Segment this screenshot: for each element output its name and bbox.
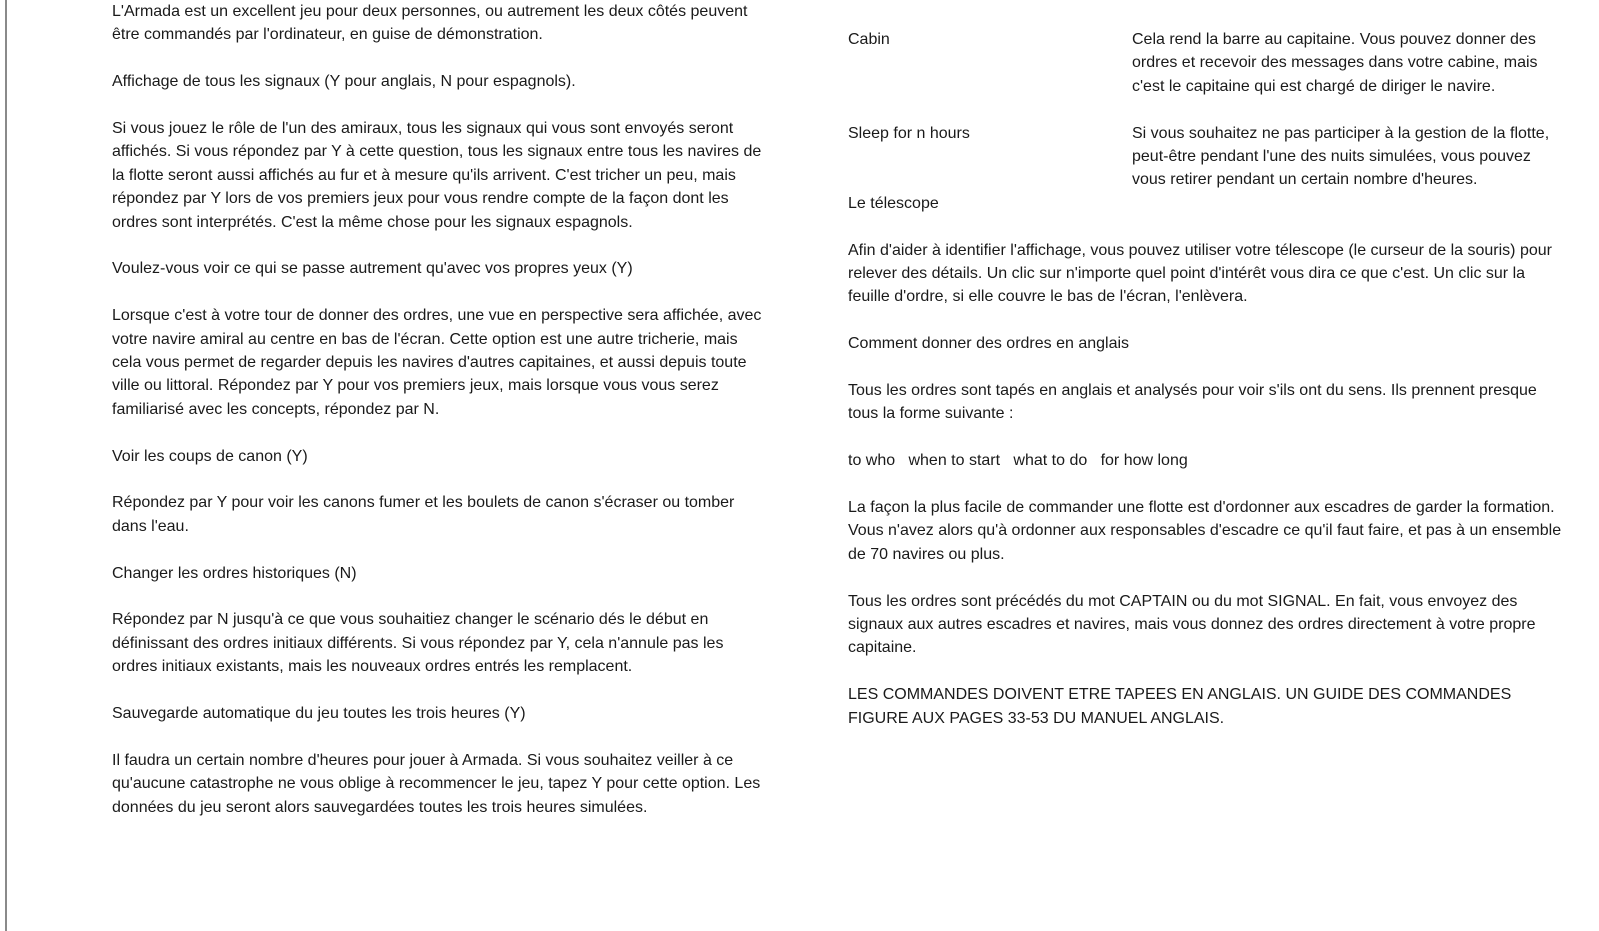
- autosave-heading: Sauvegarde automatique du jeu toutes les trois heures (Y): [112, 705, 526, 723]
- autosave-paragraph: Il faudra un certain nombre d'heures pour jouer à Armada. Si vous souhaitez veiller à ce qu'aucune catastrophe ne vous oblige à recommencer le jeu, tapez Y pour cette option. Les données du jeu seront alors sauvegardées toutes les trois heures simulées.: [112, 751, 761, 816]
- fleet-paragraph: La façon la plus facile de commander une flotte est d'ordonner aux escadres de garder la formation. Vous n'avez alors qu'à ordonner aux responsables d'escadre ce qu'il faut faire, et pas à un ensemble de 70 navires ou plus.: [848, 499, 1562, 563]
- order-form-line: to who when to start what to do for how long: [848, 452, 1188, 470]
- page-margin-line: [5, 0, 7, 931]
- view-heading: Voulez-vous voir ce qui se passe autrement qu'avec vos propres yeux (Y): [112, 260, 633, 278]
- orders-paragraph: Répondez par N jusqu'à ce que vous souhaitiez changer le scénario dés le début en définissant des ordres initiaux différents. Si vous répondez par Y, cela n'annule pas les ordres initiaux existants, mais les nouveaux ordres entrés les remplacent.: [112, 611, 724, 676]
- definition-description: Cela rend la barre au capitaine. Vous pouvez donner des ordres et recevoir des messages dans votre cabine, mais c'est le capitaine qui est chargé de diriger le navire.: [1132, 31, 1538, 95]
- telescope-paragraph: Afin d'aider à identifier l'affichage, vous pouvez utiliser votre télescope (le curseur de la souris) pour relever des détails. Un clic sur n'importe quel point d'intérêt vous dira ce que c'est. Un clic sur la feuille d'ordre, si elle couvre le bas de l'écran, l'enlèvera.: [848, 241, 1552, 306]
- definition-term: Sleep for n hours: [848, 124, 970, 142]
- definition-term: Cabin: [848, 31, 890, 48]
- view-paragraph: Lorsque c'est à votre tour de donner des ordres, une vue en perspective sera affichée, avec votre navire amiral au centre en bas de l'écran. Cette option est une autre tricherie, mais cela vous permet de regarder depuis les navires d'autres capitaines, et aussi depuis toute ville ou littoral. Répondez par Y pour vos premiers jeux, mais lorsque vous vous serez familiarisé avec les concepts, répondez par N.: [112, 307, 762, 418]
- right-column: [848, 28, 1568, 730]
- definition-row-cabin: [848, 28, 1568, 98]
- orders-heading: Changer les ordres historiques (N): [112, 564, 357, 582]
- left-column: [112, 0, 762, 819]
- commands-note: LES COMMANDES DOIVENT ETRE TAPEES EN ANGLAIS. UN GUIDE DES COMMANDES FIGURE AUX PAGES 33-53 DU MANUEL ANGLAIS.: [848, 686, 1512, 727]
- telescope-heading: Le télescope: [848, 194, 939, 212]
- english-orders-heading: Comment donner des ordres en anglais: [848, 335, 1130, 353]
- signals-heading: Affichage de tous les signaux (Y pour anglais, N pour espagnols).: [112, 73, 576, 91]
- definition-row-sleep: [848, 122, 1568, 192]
- signals-paragraph: Si vous jouez le rôle de l'un des amiraux, tous les signaux qui vous sont envoyés seront affichés. Si vous répondez par Y à cette question, tous les signaux entre tous les navires de la flotte seront aussi affichés au fur et à mesure qu'ils arrivent. C'est tricher un peu, mais répondez par Y lors de vos premiers jeux pour vous rendre compte de la façon dont les ordres sont interprétés. C'est la même chose pour les signaux espagnols.: [112, 120, 762, 231]
- definition-description: Si vous souhaitez ne pas participer à la gestion de la flotte, peut-être pendant l'une des nuits simulées, vous pouvez vous retirer pendant un certain nombre d'heures.: [1132, 124, 1550, 189]
- intro-paragraph: L'Armada est un excellent jeu pour deux personnes, ou autrement les deux côtés peuvent être commandés par l'ordinateur, en guise de démonstration.: [112, 3, 748, 44]
- cannon-paragraph: Répondez par Y pour voir les canons fumer et les boulets de canon s'écraser ou tomber dans l'eau.: [112, 494, 735, 535]
- captain-paragraph: Tous les ordres sont précédés du mot CAPTAIN ou du mot SIGNAL. En fait, vous envoyez des signaux aux autres escadres et navires, mais vous donnez des ordres directement à votre propre capitaine.: [848, 592, 1536, 657]
- cannon-heading: Voir les coups de canon (Y): [112, 447, 308, 465]
- english-orders-paragraph: Tous les ordres sont tapés en anglais et analysés pour voir s'ils ont du sens. Ils prennent presque tous la forme suivante :: [848, 382, 1537, 423]
